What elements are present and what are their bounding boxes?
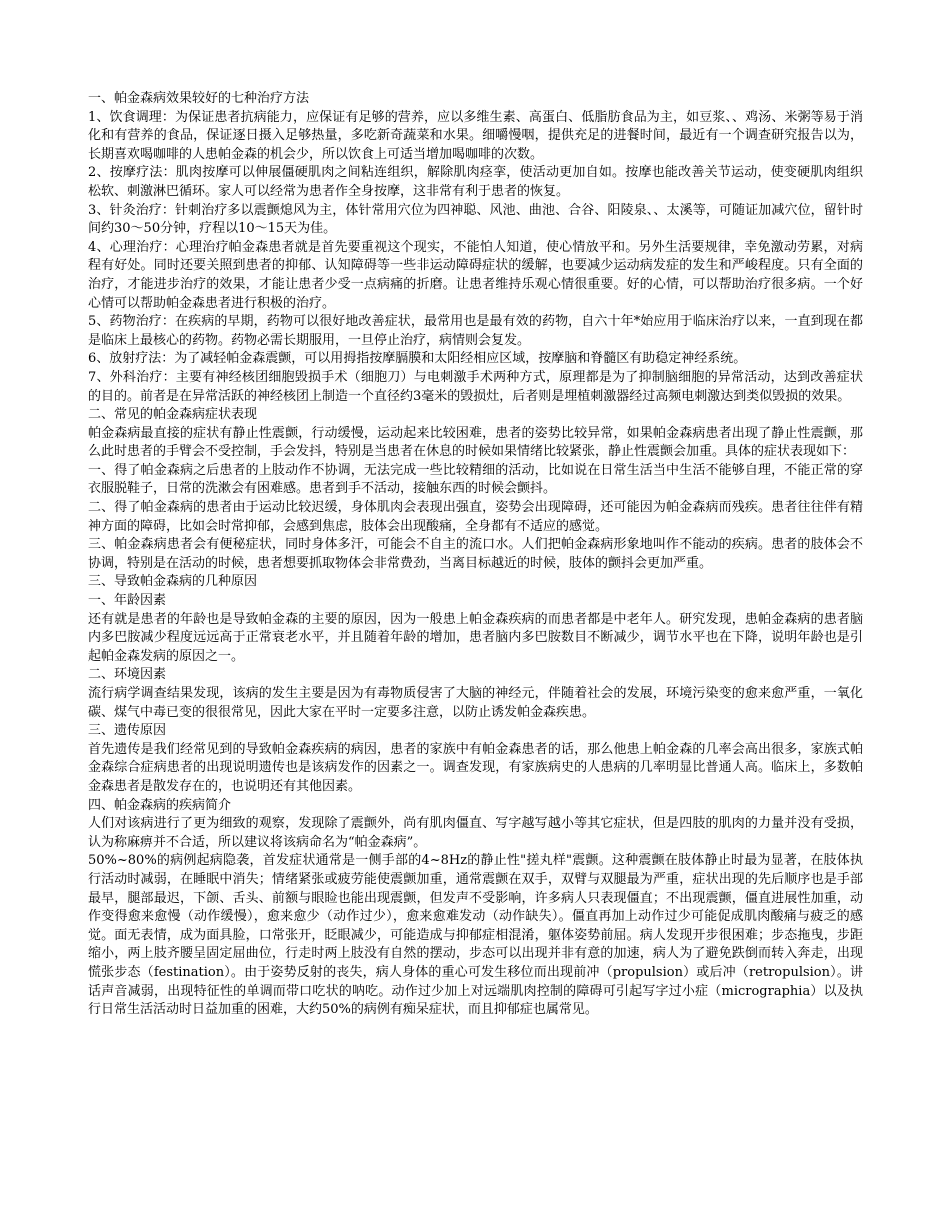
section-heading: 一、帕金森病效果较好的七种治疗方法 [88, 91, 310, 106]
paragraph: 6、放射疗法：为了减轻帕金森震颤，可以用拇指按摩膈膜和太阳经相应区域，按摩脑和脊髓区有助稳定神经系统。 [88, 351, 747, 367]
section-heading: 三、遗传原因 [88, 723, 167, 739]
section-heading: 一、年龄因素 [88, 593, 167, 609]
paragraph: 7、外科治疗：主要有神经核团细胞毁损手术（细胞刀）与电刺激手术两种方式，原理都是为了抑制脑细胞的异常活动，达到改善症状的目的。前者是在异常活跃的神经核团上制造一个直径约3毫米的毁损灶，后者则是埋植刺激器经过高频电刺激达到类似毁损的效果。 [88, 369, 863, 404]
paragraph: 人们对该病进行了更为细致的观察，发现除了震颤外，尚有肌肉僵直、写字越写越小等其它症状，但是四肢的肌肉的力量并没有受损，认为称麻痹并不合适，所以建议将该病命名为“帕金森病”。 [88, 816, 863, 850]
paragraph: 一、得了帕金森病之后患者的上肢动作不协调，无法完成一些比较精细的活动，比如说在日常生活当中生活不能够自理，不能正常的穿衣服脱鞋子，日常的洗漱会有困难感。患者到手不活动，接触东西的时候会颤抖。 [88, 462, 863, 497]
paragraph: 5、药物治疗：在疾病的早期，药物可以很好地改善症状，最常用也是最有效的药物，自六十年*始应用于临床治疗以来，一直到现在都是临床上最核心的药物。药物必需长期服用，一旦停止治疗，病情则会复发。 [88, 314, 863, 348]
paragraph: 还有就是患者的年龄也是导致帕金森的主要的原因，因为一般患上帕金森疾病的而患者都是中老年人。研究发现，患帕金森病的患者脑内多巴胺减少程度远远高于正常衰老水平，并且随着年龄的增加，患者脑内多巴胺数目不断减少，调节水平也在下降，说明年龄也是引起帕金森发病的原因之一。 [88, 611, 863, 664]
paragraph: 1、饮食调理：为保证患者抗病能力，应保证有足够的营养，应以多维生素、高蛋白、低脂肪食品为主，如豆浆、、鸡汤、米粥等易于消化和有营养的食品，保证逐日摄入足够热量，多吃新奇蔬菜和水果。细嚼慢咽，提供充足的进餐时间，最近有一个调查研究报告以为，长期喜欢喝咖啡的人患帕金森的机会少，所以饮食上可适当增加喝咖啡的次数。 [88, 109, 863, 162]
paragraph: 3、针灸治疗：针刺治疗多以震颤熄风为主，体针常用穴位为四神聪、风池、曲池、合谷、阳陵泉、、太溪等，可随证加减穴位，留针时间约30～50分钟，疗程以10～15天为佳。 [88, 202, 863, 237]
section-heading: 二、环境因素 [88, 667, 167, 683]
document-body [88, 90, 863, 1020]
paragraph: 2、按摩疗法：肌肉按摩可以伸展僵硬肌肉之间粘连组织，解除肌肉痉挛，使活动更加自如。按摩也能改善关节运动，使变硬肌肉组织松软、刺激淋巴循环。家人可以经常为患者作全身按摩，这非常有利于患者的恢复。 [88, 165, 863, 199]
paragraph: 三、帕金森病患者会有便秘症状，同时身体多汗，可能会不自主的流口水。人们把帕金森病形象地叫作不能动的疾病。患者的肢体会不协调，特别是在活动的时候，患者想要抓取物体会非常费劲，当离目标越近的时候，肢体的颤抖会更加严重。 [88, 537, 863, 571]
paragraph: 帕金森病最直接的症状有静止性震颤，行动缓慢，运动起来比较困难，患者的姿势比较异常，如果帕金森病患者出现了静止性震颤，那么此时患者的手臂会不受控制，手会发抖，特别是当患者在休息的时候如果情绪比较紧张，静止性震颤会加重。具体的症状表现如下： [88, 425, 863, 460]
paragraph: 4、心理治疗：心理治疗帕金森患者就是首先要重视这个现实，不能怕人知道，使心情放平和。另外生活要规律，幸免激动劳累，对病程有好处。同时还要关照到患者的抑郁、认知障碍等一些非运动障碍症状的缓解，也要减少运动病发症的发生和严峻程度。只有全面的治疗，才能进步治疗的效果，才能让患者少受一点病痛的折磨。让患者维持乐观心情很重要。好的心情，可以帮助治疗很多病。一个好心情可以帮助帕金森患者进行积极的治疗。 [88, 239, 863, 311]
paragraph: 二、得了帕金森病的患者由于运动比较迟缓，身体肌肉会表现出强直，姿势会出现障碍，还可能因为帕金森病而残疾。患者往往伴有精神方面的障碍，比如会时常抑郁，会感到焦虑，肢体会出现酸痛，全身都有不适应的感觉。 [88, 500, 863, 534]
section-heading: 三、导致帕金森病的几种原因 [88, 574, 258, 590]
section-heading: 四、帕金森病的疾病简介 [88, 797, 232, 813]
paragraph: 首先遗传是我们经常见到的导致帕金森疾病的病因，患者的家族中有帕金森患者的话，那么他患上帕金森的几率会高出很多，家族式帕金森综合症病患者的出现说明遗传也是该病发作的因素之一。调查发现，有家族病史的人患病的几率明显比普通人高。临床上，多数帕金森患者是散发存在的，也说明还有其他因素。 [88, 741, 863, 794]
paragraph: 流行病学调查结果发现，该病的发生主要是因为有毒物质侵害了大脑的神经元，伴随着社会的发展，环境污染变的愈来愈严重，一氧化碳、煤气中毒已变的很很常见，因此大家在平时一定要多注意，以防止诱发帕金森疾患。 [88, 686, 863, 720]
section-heading: 二、常见的帕金森病症状表现 [88, 407, 258, 423]
paragraph: 50%~80%的病例起病隐袭，首发症状通常是一侧手部的4~8Hz的静止性"搓丸样"震颤。这种震颤在肢体静止时最为显著，在肢体执行活动时减弱，在睡眠中消失；情绪紧张或疲劳能使震颤加重，通常震颤在双手，双臂与双腿最为严重，症状出现的先后顺序也是手部最早，腿部最迟，下颌、舌头、前额与眼睑也能出现震颤，但发声不受影响，许多病人只表现僵直；不出现震颤，僵直进展性加重，动作变得愈来愈慢（动作缓慢），愈来愈少（动作过少），愈来愈难发动（动作缺失）。僵直再加上动作过少可能促成肌肉酸痛与疲乏的感觉。面无表情，成为面具脸，口常张开，眨眼减少，可能造成与抑郁症相混淆，躯体姿势前屈。病人发现开步很困难；步态拖曳，步距缩小，两上肢齐腰呈固定屈曲位，行走时两上肢没有自然的摆动，步态可以出现并非有意的加速，病人为了避免跌倒而转入奔走，出现慌张步态（festination）。由于姿势反射的丧失，病人身体的重心可发生移位而出现前冲（propulsion）或后冲（retropulsion）。讲话声音减弱，出现特征性的单调而带口吃状的呐吃。动作过少加上对远端肌肉控制的障碍可引起写字过小症（micrographia）以及执行日常生活活动时日益加重的困难，大约50%的病例有痴呆症状，而且抑郁症也属常见。 [88, 853, 863, 1018]
